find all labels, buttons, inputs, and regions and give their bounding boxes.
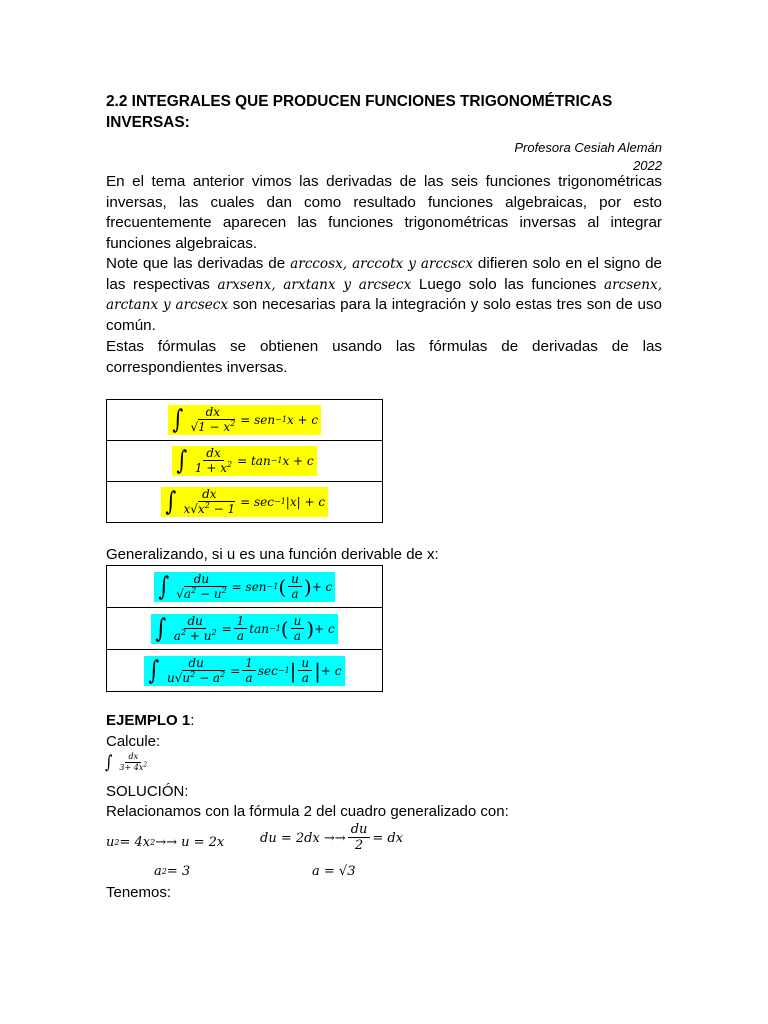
author-name: Profesora Cesiah Alemán [514,140,662,155]
general-formula-3: ∫ $\frac{du}{u√u^2 - a^2}$ = $\frac{1}{a}$ sec −1 | $\frac{u}{a}$ | + c [144,656,344,686]
substitution-line-2 [154,864,454,884]
general-formula-3-cell [107,650,383,692]
section-title: 2.2 INTEGRALES QUE PRODUCEN FUNCIONES TRIGONOMÉTRICAS INVERSAS: [106,93,613,131]
basic-formula-3: ∫ $\frac{dx}{x√x^2 - 1}$ = sec −1 |x| + c [161,487,328,517]
author-year: 2022 [633,158,662,173]
author-block [514,139,662,175]
formulas-paragraph: Estas fórmulas se obtienen usando las fórmulas de derivadas de las correspondientes inversas. [106,338,662,376]
note-math-2: arxsenx, arxtanx y arcsecx [217,276,412,293]
basic-formula-2-cell [107,441,383,482]
general-formula-2: ∫ $\frac{du}{a^2 + u^2}$ = $\frac{1}{a}$ tan −1 ( $\frac{u}{a}$ ) + c [151,614,337,644]
relacion-text: Relacionamos con la fórmula 2 del cuadro generalizado con: [106,803,509,820]
note-text-2: difieren solo en el signo de las respectivas [106,255,662,293]
note-math-3: arcsenx, arctanx y arcsecx [106,276,663,314]
u-substitution: u 2 = 4x 2 →→ u = 2x [106,835,225,850]
basic-formula-2: ∫ $\frac{dx}{1 + x^2}$ = tan −1 x + c [172,446,316,476]
note-paragraph [106,254,662,336]
example-heading: EJEMPLO 1: [106,712,195,729]
generalizing-text: Generalizando, si u es una función derivable de x: [106,546,439,563]
note-text-1: Note que las derivadas de [106,255,291,272]
basic-formulas-table [106,399,383,523]
basic-formula-1: ∫ $\frac{dx}{√1 - x^2}$ = sen −1 x + c [168,405,321,435]
example-integral: ∫ $\frac{dx}{3+ 4x^2}$ [104,751,148,773]
note-text-3: Luego solo las funciones [411,275,605,293]
substitution-line-1 [106,823,666,863]
general-formula-2-cell [107,608,383,650]
a-value: a = √3 [312,864,356,879]
calcule-label: Calcule: [106,733,161,750]
du-substitution: du = 2dx →→ $\frac{du}{2}$ = dx [260,822,404,853]
general-formula-1-cell [107,566,383,608]
general-formula-1: ∫ $\frac{du}{√a^2 - u^2}$ = sen −1 ( $\frac{u}{a}$ ) + c [154,572,336,602]
note-math-1: arccosx, arccotx y arccscx [290,256,473,272]
tenemos-label: Tenemos: [106,884,172,901]
basic-formula-3-cell [107,482,383,523]
solucion-label: SOLUCIÓN: [106,783,189,800]
note-text-4: son necesarias para la integración y solo estas tres son de uso común. [106,296,663,334]
intro-paragraph: En el tema anterior vimos las derivadas de las seis funciones trigonométricas inversas, las cuales dan como resultado funciones algebraicas, por esto frecuentemente aparecen las funciones trigonométricas inversas al integrar funciones algebraicas. [106,173,662,252]
general-formulas-table [106,565,383,692]
a-squared-value: a 2 = 3 [154,864,191,879]
basic-formula-1-cell [107,400,383,441]
